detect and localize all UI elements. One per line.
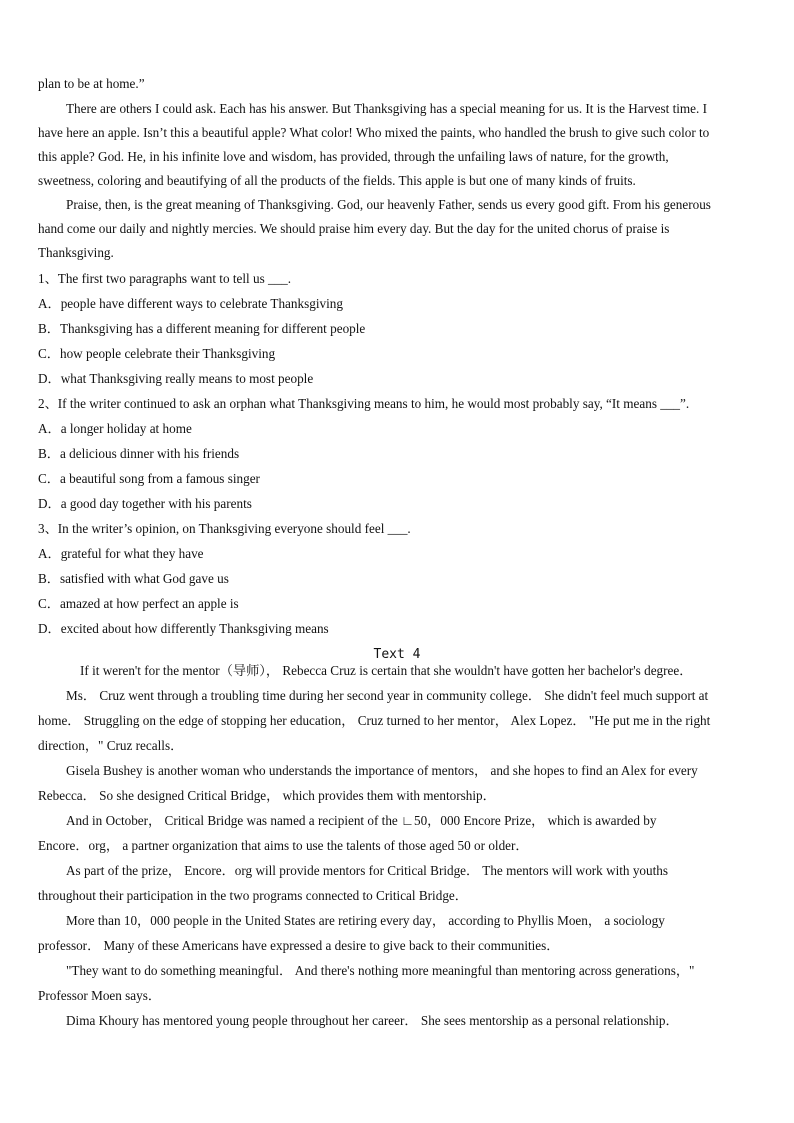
passage-line: More than 10，000 people in the United States are retiring every day， according to Phyllis Moen， a sociology (66, 913, 665, 928)
answer-option: C．amazed at how perfect an apple is (38, 596, 239, 611)
passage-line: Dima Khoury has mentored young people throughout her career． She sees mentorship as a personal relationship． (66, 1013, 679, 1028)
passage-line: plan to be at home.” (38, 76, 145, 91)
answer-option: D．what Thanksgiving really means to most people (38, 371, 314, 386)
answer-option: A．grateful for what they have (38, 546, 204, 561)
question-stem: 3、In the writer’s opinion, on Thanksgiving everyone should feel ___. (38, 521, 411, 536)
passage-line: As part of the prize， Encore．org will provide mentors for Critical Bridge． The mentors will work with youths (66, 863, 668, 878)
answer-option: B．Thanksgiving has a different meaning for different people (38, 321, 366, 336)
answer-option: C．how people celebrate their Thanksgiving (38, 346, 276, 361)
section-heading: Text 4 (373, 647, 421, 662)
passage-line: sweetness, coloring and beautifying of all the products of the fields. This apple is but one of many kinds of fruits. (38, 173, 636, 188)
passage-line: "They want to do something meaningful． And there's nothing more meaningful than mentoring across generations，" (66, 963, 695, 978)
passage-line: There are others I could ask. Each has his answer. But Thanksgiving has a special meaning for us. It is the Harvest time. I (66, 101, 708, 116)
answer-option: A．people have different ways to celebrate Thanksgiving (38, 296, 343, 311)
question-stem: 2、If the writer continued to ask an orphan what Thanksgiving means to him, he would most probably say, “It means ___”. (38, 396, 690, 411)
answer-option: B．a delicious dinner with his friends (38, 446, 240, 461)
answer-option: B．satisfied with what God gave us (38, 571, 229, 586)
passage-line: Thanksgiving. (38, 245, 114, 260)
passage-line: have here an apple. Isn’t this a beautiful apple? What color! Who mixed the paints, who handled the brush to give such color to (38, 125, 710, 140)
passage-line: Encore．org， a partner organization that aims to use the talents of those aged 50 or older． (38, 838, 529, 853)
passage-line: Gisela Bushey is another woman who understands the importance of mentors， and she hopes to find an Alex for every (66, 763, 698, 778)
passage-line: Rebecca． So she designed Critical Bridge， which provides them with mentorship． (38, 788, 496, 803)
passage-line: And in October， Critical Bridge was named a recipient of the ∟50，000 Encore Prize， which is awarded by (66, 813, 657, 828)
passage-line: hand come our daily and nightly mercies. We should praise him every day. But the day for the united chorus of praise is (38, 221, 670, 236)
answer-option: D．a good day together with his parents (38, 496, 252, 511)
answer-option: C．a beautiful song from a famous singer (38, 471, 260, 486)
passage-line: Ms． Cruz went through a troubling time during her second year in community college． She didn't feel much support at (66, 688, 709, 703)
passage-line: If it weren't for the mentor（导师）， Rebecca Cruz is certain that she wouldn't have gotten her bachelor's degree． (80, 663, 693, 678)
answer-option: D．excited about how differently Thanksgiving means (38, 621, 329, 636)
question-stem: 1、The first two paragraphs want to tell us ___. (38, 271, 292, 286)
passage-line: this apple? God. He, in his infinite love and wisdom, has provided, through the unfailing laws of nature, for the growth, (38, 149, 669, 164)
passage-line: direction，" Cruz recalls． (38, 738, 184, 753)
passage-line: professor． Many of these Americans have expressed a desire to give back to their communities． (38, 938, 560, 953)
answer-option: A．a longer holiday at home (38, 421, 192, 436)
passage-line: Professor Moen says． (38, 988, 162, 1003)
passage-line: throughout their participation in the two programs connected to Critical Bridge． (38, 888, 468, 903)
passage-line: home． Struggling on the edge of stopping her education， Cruz turned to her mentor， Alex Lopez． "He put me in the right (38, 713, 711, 728)
passage-line: Praise, then, is the great meaning of Thanksgiving. God, our heavenly Father, sends us every good gift. From his generous (66, 197, 711, 212)
